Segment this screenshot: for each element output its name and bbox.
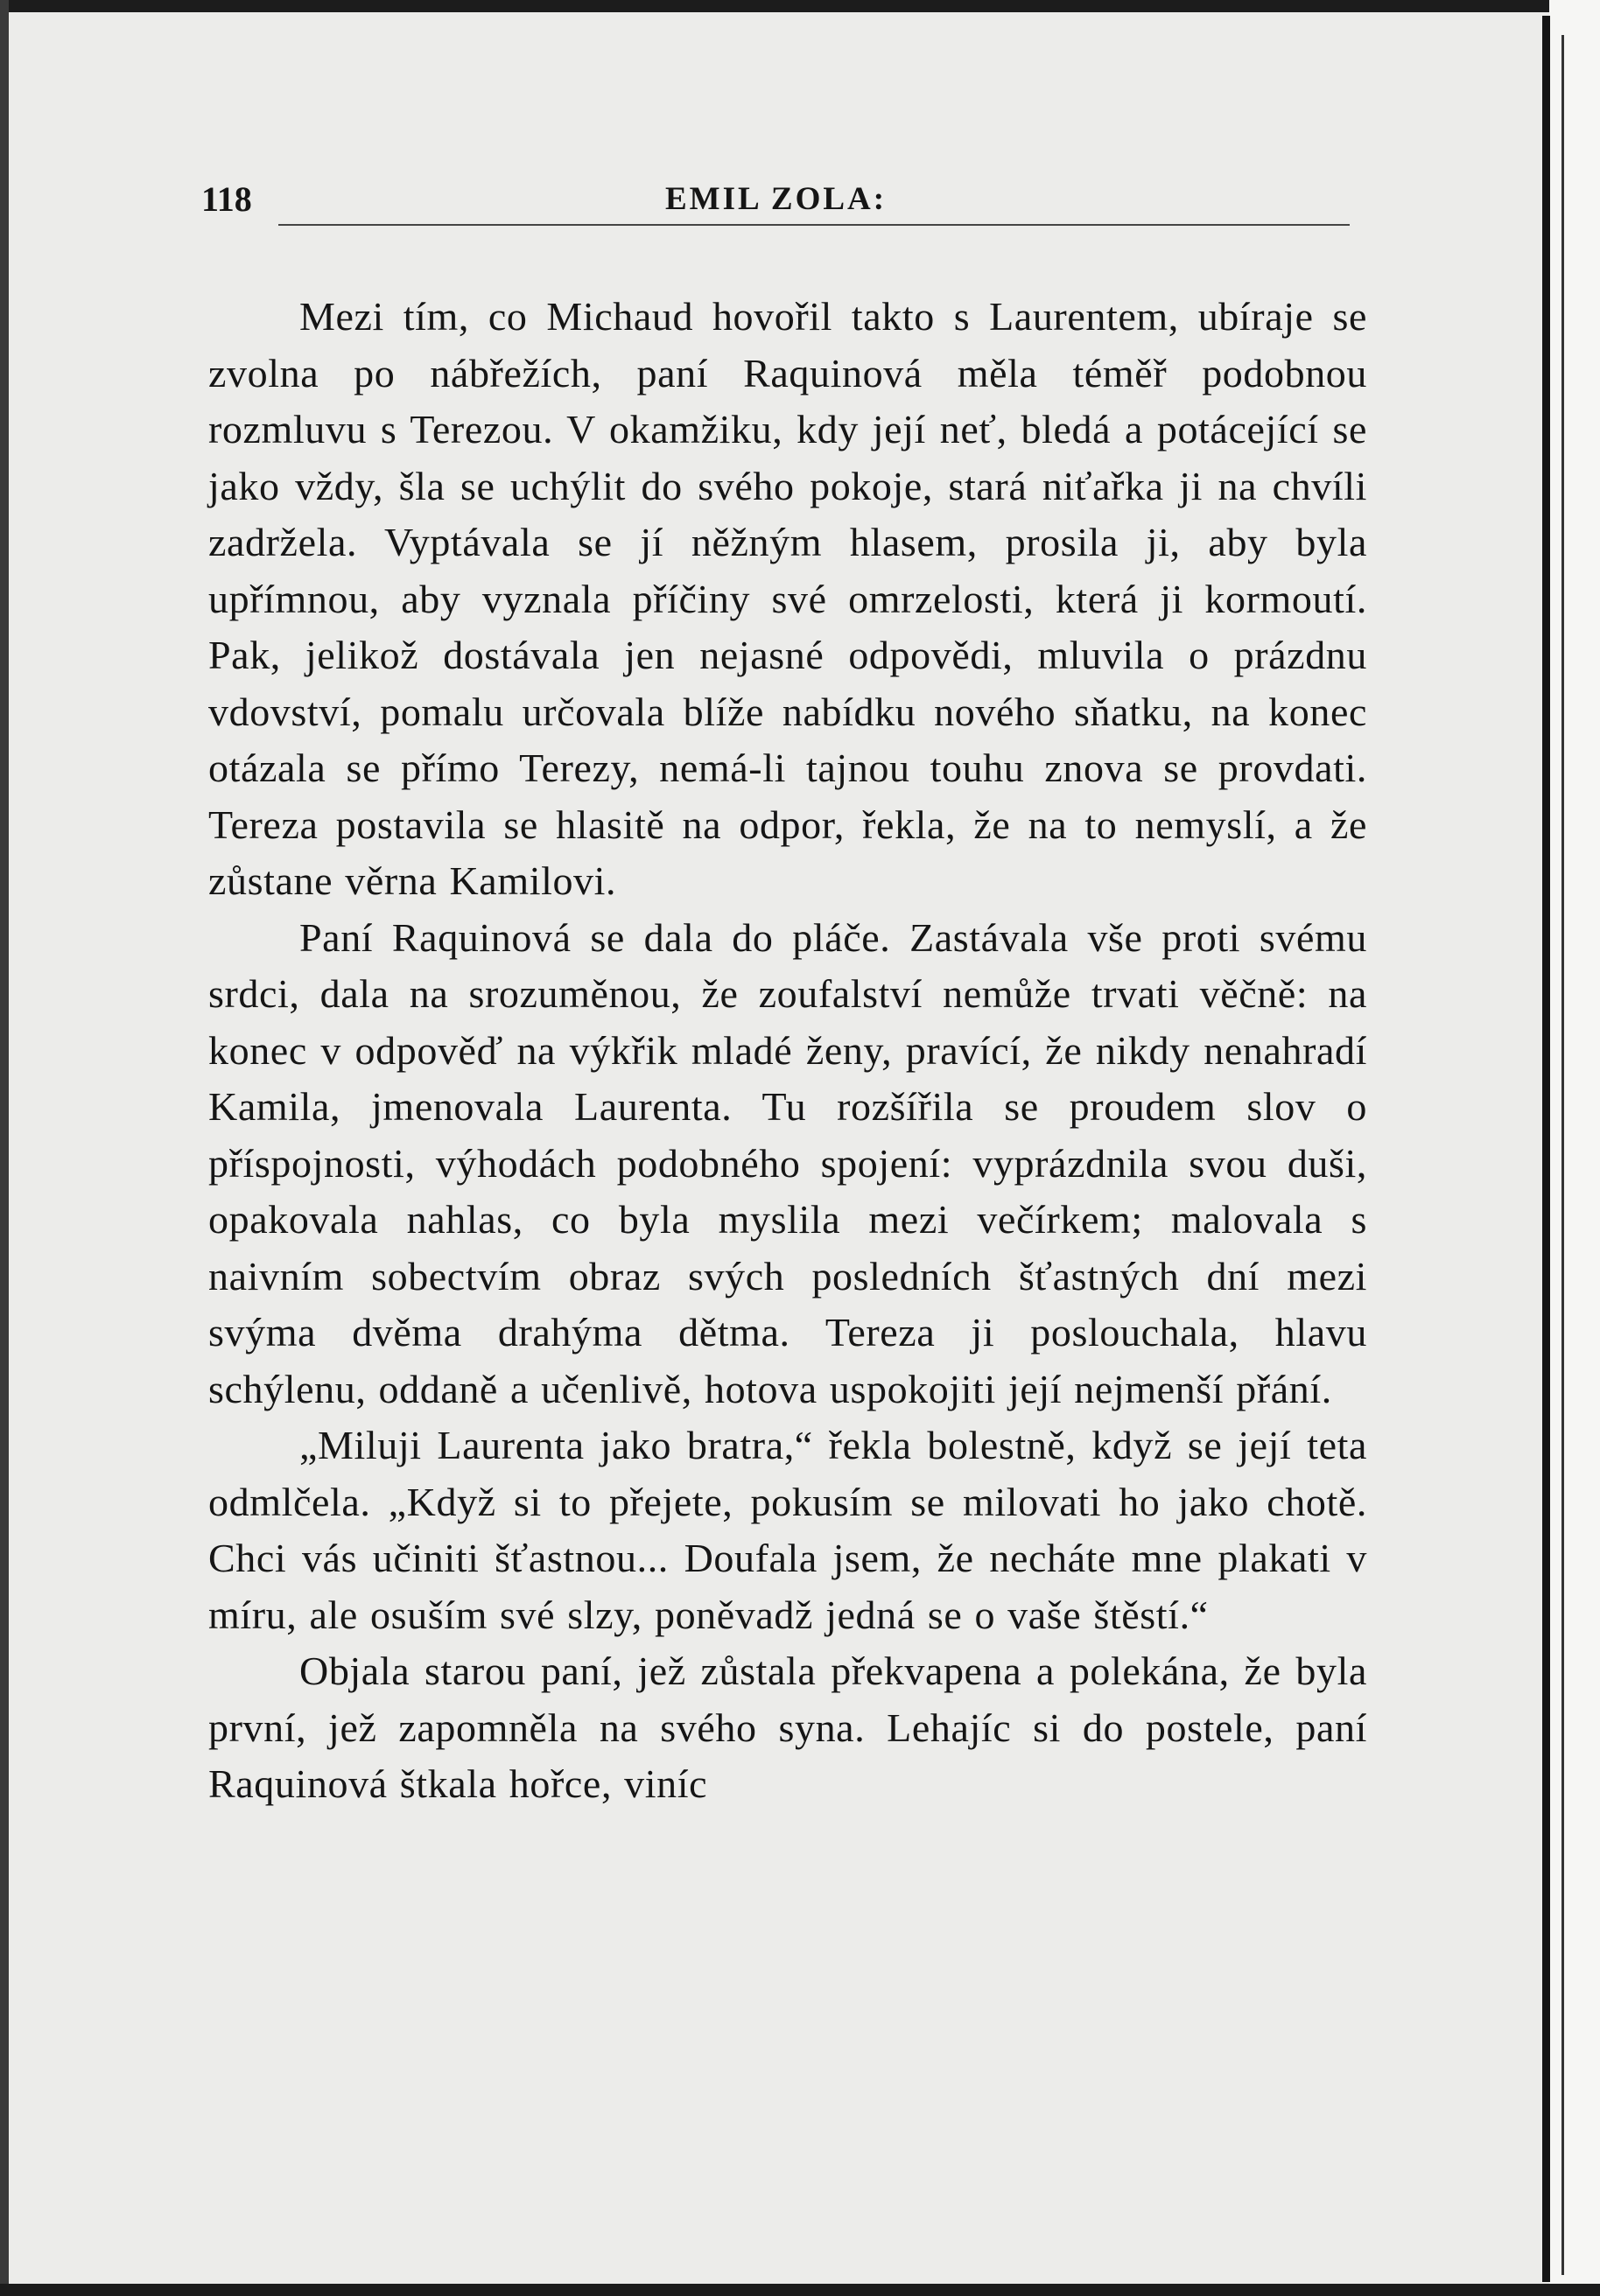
paragraph: „Miluji Laurenta jako bratra,“ řekla bolestně, když se její teta odmlčela. „Když si to přejete, pokusím se milovati ho jako chotě. Chci vás učiniti šťastnou... Doufala jsem, že necháte mne plakati v míru, ale osuším své slzy, poněvadž jedná se o vaše štěstí.“ [208, 1423, 1367, 1637]
scan-bottom-edge [0, 2284, 1600, 2296]
paragraph: Mezi tím, co Michaud hovořil takto s Laurentem, ubíraje se zvolna po nábřežích, paní Raquinová měla téměř podobnou rozmluvu s Terezou. V okamžiku, kdy její neť, bledá a potácející se jako vždy, šla se uchýlit do svého pokoje, stará niťařka ji na chvíli zadržela. Vyptávala se jí něžným hlasem, prosila ji, aby byla upřímnou, aby vyznala příčiny své omrzelosti, která ji kormoutí. Pak, jelikož dostávala jen nejasné odpovědi, mluvila o prázdnu vdovství, pomalu určovala blíže nabídku nového sňatku, na konec otázala se přímo Terezy, nemá-li tajnou touhu znova se provdati. Tereza postavila se hlasitě na odpor, řekla, že na to nemyslí, a že zůstane věrna Kamilovi. [208, 294, 1367, 903]
binding-edge-rule [1542, 16, 1550, 2282]
page-header [201, 175, 1350, 228]
scan-top-edge [0, 0, 1600, 12]
page-number: 118 [201, 179, 252, 219]
scan-right-margin [1549, 0, 1600, 2296]
paragraph: Paní Raquinová se dala do pláče. Zastávala vše proti svému srdci, dala na srozuměnou, že zoufalství nemůže trvati věčně: na konec v odpověď na výkřik mladé ženy, pravící, že nikdy nenahradí Kamila, jmenovala Laurenta. Tu rozšířila se proudem slov o příspojnosti, výhodách podobného spojení: vyprázdnila svou duši, opakovala nahlas, co byla myslila mezi večírkem; malovala s naivním sobectvím obraz svých posledních šťastných dní mezi svýma dvěma drahýma dětma. Tereza ji poslouchala, hlavu schýlenu, oddaně a učenlivě, hotova uspokojiti její nejmenší přání. [208, 914, 1367, 1411]
paragraph: Objala starou paní, jež zůstala překvapena a polekána, že byla první, jež zapomněla na svého syna. Lehajíc si do postele, paní Raquinová štkala hořce, viníc [208, 1648, 1367, 1806]
scan-left-edge [0, 0, 9, 2296]
header-rule [278, 224, 1350, 226]
body-text [208, 289, 1367, 1813]
running-title: EMIL ZOLA: [665, 181, 888, 217]
binding-edge-thin-rule [1561, 35, 1564, 2275]
